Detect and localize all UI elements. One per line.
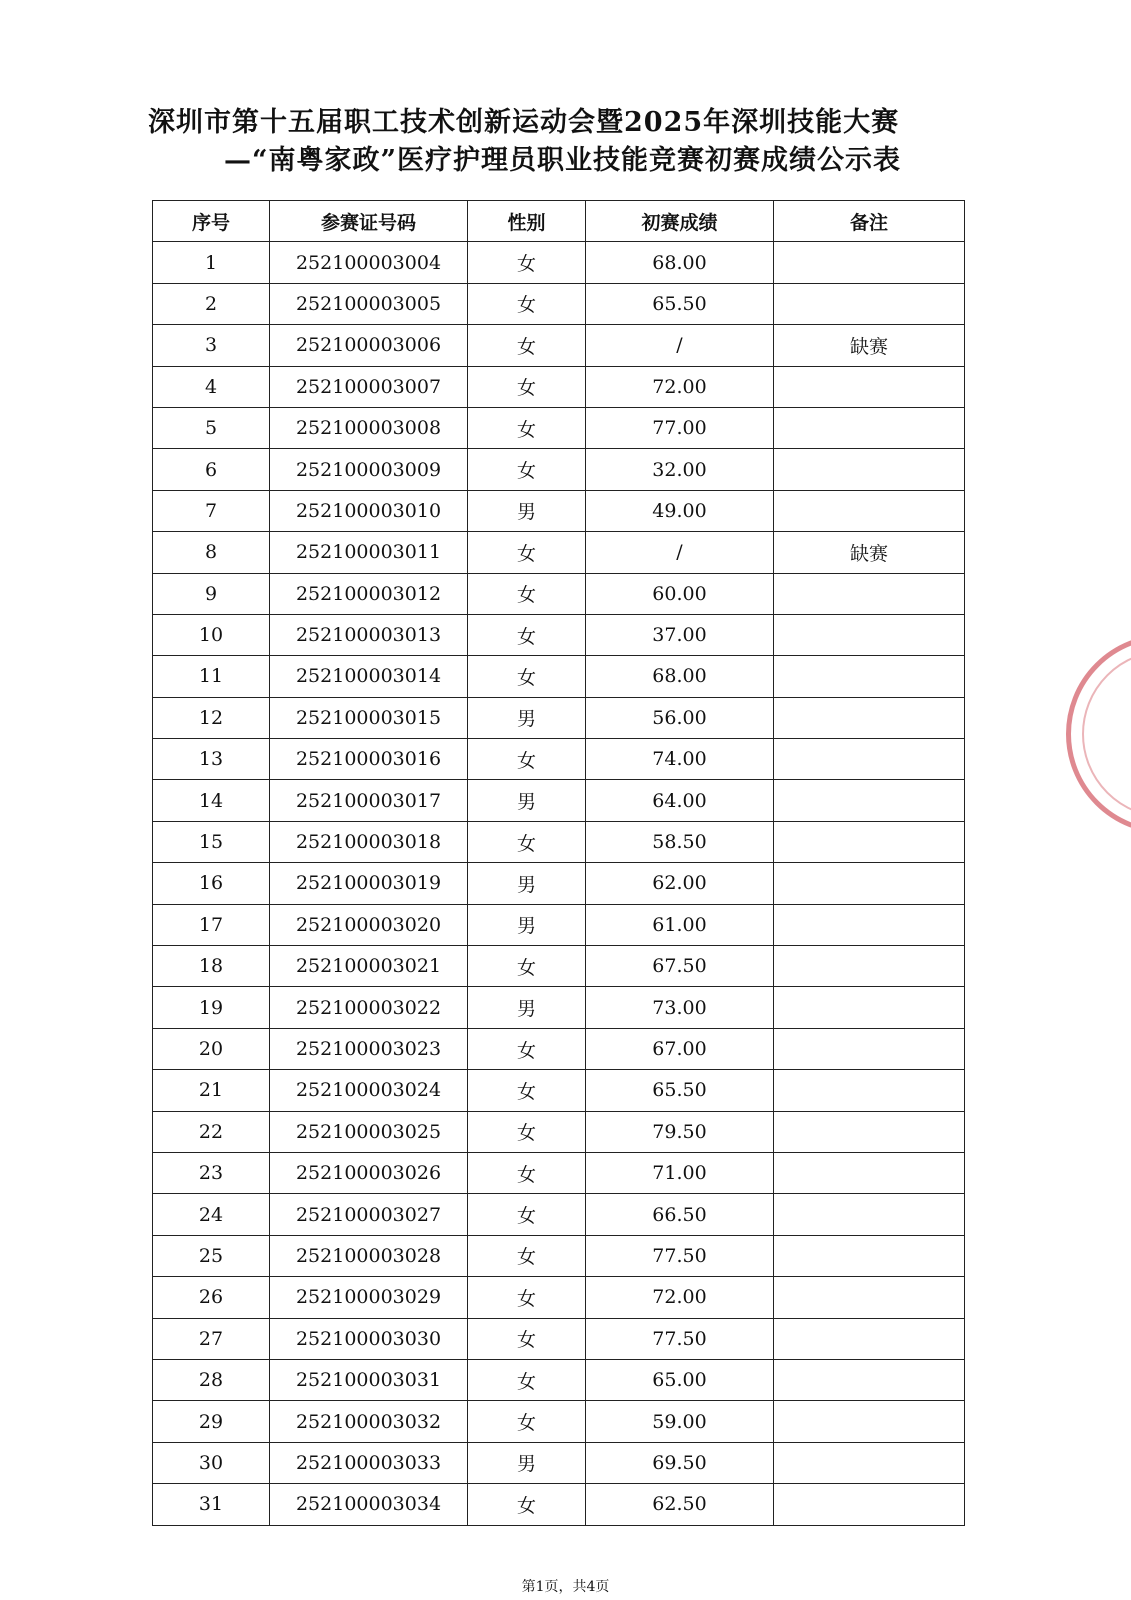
cell-score: 65.00 — [586, 1359, 774, 1400]
cell-score: 37.00 — [586, 614, 774, 655]
cell-remark — [774, 1359, 965, 1400]
cell-index: 1 — [153, 242, 270, 283]
header-preliminary-score: 初赛成绩 — [586, 201, 774, 242]
cell-remark — [774, 1235, 965, 1276]
table-row — [153, 573, 965, 614]
table-row — [153, 1028, 965, 1069]
cell-gender: 女 — [468, 449, 586, 490]
cell-remark — [774, 407, 965, 448]
cell-gender: 女 — [468, 1111, 586, 1152]
table-row — [153, 904, 965, 945]
cell-gender: 女 — [468, 532, 586, 573]
cell-gender: 男 — [468, 904, 586, 945]
cell-gender: 男 — [468, 697, 586, 738]
cell-entry-number: 252100003031 — [270, 1359, 468, 1400]
cell-gender: 男 — [468, 863, 586, 904]
table-body — [153, 242, 965, 1525]
cell-score: 66.50 — [586, 1194, 774, 1235]
cell-index: 27 — [153, 1318, 270, 1359]
table-row — [153, 1070, 965, 1111]
cell-gender: 男 — [468, 490, 586, 531]
cell-score: 77.00 — [586, 407, 774, 448]
cell-remark — [774, 573, 965, 614]
cell-gender: 男 — [468, 1442, 586, 1483]
cell-remark — [774, 1152, 965, 1193]
table-row — [153, 1111, 965, 1152]
cell-score: 61.00 — [586, 904, 774, 945]
table-row — [153, 407, 965, 448]
cell-score: 67.00 — [586, 1028, 774, 1069]
cell-score: 49.00 — [586, 490, 774, 531]
table-row — [153, 946, 965, 987]
cell-score: 62.50 — [586, 1484, 774, 1525]
cell-index: 15 — [153, 821, 270, 862]
cell-score: / — [586, 325, 774, 366]
cell-gender: 女 — [468, 325, 586, 366]
table-row — [153, 697, 965, 738]
table-row — [153, 1401, 965, 1442]
cell-index: 9 — [153, 573, 270, 614]
cell-gender: 女 — [468, 1070, 586, 1111]
cell-entry-number: 252100003024 — [270, 1070, 468, 1111]
cell-entry-number: 252100003032 — [270, 1401, 468, 1442]
cell-gender: 女 — [468, 739, 586, 780]
cell-remark — [774, 739, 965, 780]
cell-remark — [774, 242, 965, 283]
cell-remark: 缺赛 — [774, 532, 965, 573]
cell-index: 16 — [153, 863, 270, 904]
cell-remark — [774, 1070, 965, 1111]
cell-index: 17 — [153, 904, 270, 945]
cell-index: 18 — [153, 946, 270, 987]
cell-entry-number: 252100003008 — [270, 407, 468, 448]
table-row — [153, 283, 965, 324]
cell-gender: 女 — [468, 242, 586, 283]
cell-gender: 女 — [468, 656, 586, 697]
cell-remark — [774, 449, 965, 490]
cell-score: 65.50 — [586, 283, 774, 324]
cell-gender: 女 — [468, 283, 586, 324]
cell-remark — [774, 946, 965, 987]
cell-gender: 女 — [468, 1484, 586, 1525]
cell-entry-number: 252100003011 — [270, 532, 468, 573]
cell-gender: 女 — [468, 1194, 586, 1235]
cell-remark — [774, 1401, 965, 1442]
cell-entry-number: 252100003012 — [270, 573, 468, 614]
table-row — [153, 490, 965, 531]
cell-remark — [774, 283, 965, 324]
document-title-line2: —“南粤家政”医疗护理员职业技能竞赛初赛成绩公示表 — [224, 145, 902, 176]
table-row — [153, 242, 965, 283]
cell-remark — [774, 1484, 965, 1525]
cell-entry-number: 252100003004 — [270, 242, 468, 283]
cell-gender: 男 — [468, 780, 586, 821]
cell-remark — [774, 490, 965, 531]
cell-score: 74.00 — [586, 739, 774, 780]
cell-score: 72.00 — [586, 1277, 774, 1318]
cell-remark — [774, 1277, 965, 1318]
cell-remark — [774, 904, 965, 945]
cell-gender: 女 — [468, 1318, 586, 1359]
cell-score: 67.50 — [586, 946, 774, 987]
table-row — [153, 987, 965, 1028]
cell-index: 14 — [153, 780, 270, 821]
cell-index: 19 — [153, 987, 270, 1028]
cell-gender: 女 — [468, 1028, 586, 1069]
cell-score: 73.00 — [586, 987, 774, 1028]
cell-gender: 女 — [468, 821, 586, 862]
cell-index: 5 — [153, 407, 270, 448]
cell-entry-number: 252100003007 — [270, 366, 468, 407]
cell-index: 21 — [153, 1070, 270, 1111]
cell-remark — [774, 780, 965, 821]
header-gender: 性别 — [468, 201, 586, 242]
table-row — [153, 1359, 965, 1400]
cell-gender: 女 — [468, 1152, 586, 1193]
table-row — [153, 614, 965, 655]
table-row — [153, 366, 965, 407]
cell-remark — [774, 697, 965, 738]
cell-gender: 女 — [468, 573, 586, 614]
cell-entry-number: 252100003005 — [270, 283, 468, 324]
cell-index: 12 — [153, 697, 270, 738]
cell-index: 13 — [153, 739, 270, 780]
cell-score: 69.50 — [586, 1442, 774, 1483]
cell-entry-number: 252100003034 — [270, 1484, 468, 1525]
table-row — [153, 863, 965, 904]
table-row — [153, 780, 965, 821]
cell-remark — [774, 1442, 965, 1483]
cell-score: 32.00 — [586, 449, 774, 490]
cell-index: 25 — [153, 1235, 270, 1276]
table-row — [153, 821, 965, 862]
cell-score: 65.50 — [586, 1070, 774, 1111]
cell-entry-number: 252100003027 — [270, 1194, 468, 1235]
cell-score: 58.50 — [586, 821, 774, 862]
cell-score: 77.50 — [586, 1235, 774, 1276]
table-row — [153, 1442, 965, 1483]
cell-score: 56.00 — [586, 697, 774, 738]
cell-score: 60.00 — [586, 573, 774, 614]
cell-index: 28 — [153, 1359, 270, 1400]
cell-score: 64.00 — [586, 780, 774, 821]
table-row — [153, 325, 965, 366]
cell-entry-number: 252100003021 — [270, 946, 468, 987]
cell-index: 10 — [153, 614, 270, 655]
table-header-row — [153, 201, 965, 242]
cell-gender: 女 — [468, 1235, 586, 1276]
cell-index: 6 — [153, 449, 270, 490]
cell-entry-number: 252100003028 — [270, 1235, 468, 1276]
table-row — [153, 1194, 965, 1235]
cell-index: 20 — [153, 1028, 270, 1069]
cell-index: 4 — [153, 366, 270, 407]
cell-entry-number: 252100003010 — [270, 490, 468, 531]
header-remarks: 备注 — [774, 201, 965, 242]
cell-remark — [774, 821, 965, 862]
cell-index: 24 — [153, 1194, 270, 1235]
cell-remark — [774, 1111, 965, 1152]
cell-entry-number: 252100003009 — [270, 449, 468, 490]
cell-score: 77.50 — [586, 1318, 774, 1359]
table-row — [153, 1277, 965, 1318]
cell-entry-number: 252100003030 — [270, 1318, 468, 1359]
cell-remark — [774, 614, 965, 655]
cell-gender: 女 — [468, 614, 586, 655]
cell-score: 79.50 — [586, 1111, 774, 1152]
cell-entry-number: 252100003015 — [270, 697, 468, 738]
cell-index: 3 — [153, 325, 270, 366]
cell-gender: 女 — [468, 407, 586, 448]
cell-score: / — [586, 532, 774, 573]
cell-entry-number: 252100003006 — [270, 325, 468, 366]
table-row — [153, 1235, 965, 1276]
cell-gender: 男 — [468, 987, 586, 1028]
cell-gender: 女 — [468, 1277, 586, 1318]
cell-index: 30 — [153, 1442, 270, 1483]
table-row — [153, 1152, 965, 1193]
cell-entry-number: 252100003018 — [270, 821, 468, 862]
cell-entry-number: 252100003017 — [270, 780, 468, 821]
cell-entry-number: 252100003020 — [270, 904, 468, 945]
table-row — [153, 656, 965, 697]
cell-entry-number: 252100003014 — [270, 656, 468, 697]
cell-remark — [774, 656, 965, 697]
cell-entry-number: 252100003019 — [270, 863, 468, 904]
cell-index: 7 — [153, 490, 270, 531]
table-row — [153, 532, 965, 573]
header-index: 序号 — [153, 201, 270, 242]
header-entry-number: 参赛证号码 — [270, 201, 468, 242]
cell-remark — [774, 366, 965, 407]
cell-entry-number: 252100003023 — [270, 1028, 468, 1069]
cell-entry-number: 252100003022 — [270, 987, 468, 1028]
cell-index: 8 — [153, 532, 270, 573]
cell-index: 23 — [153, 1152, 270, 1193]
cell-index: 26 — [153, 1277, 270, 1318]
cell-remark: 缺赛 — [774, 325, 965, 366]
table-row — [153, 1318, 965, 1359]
cell-score: 68.00 — [586, 656, 774, 697]
table-row — [153, 449, 965, 490]
cell-entry-number: 252100003016 — [270, 739, 468, 780]
cell-gender: 女 — [468, 946, 586, 987]
table-row — [153, 739, 965, 780]
cell-index: 2 — [153, 283, 270, 324]
cell-entry-number: 252100003033 — [270, 1442, 468, 1483]
cell-remark — [774, 1194, 965, 1235]
cell-index: 31 — [153, 1484, 270, 1525]
cell-gender: 女 — [468, 366, 586, 407]
cell-score: 72.00 — [586, 366, 774, 407]
cell-remark — [774, 863, 965, 904]
cell-remark — [774, 1318, 965, 1359]
cell-entry-number: 252100003029 — [270, 1277, 468, 1318]
cell-entry-number: 252100003026 — [270, 1152, 468, 1193]
document-title-line1: 深圳市第十五届职工技术创新运动会暨2025年深圳技能大赛 — [148, 107, 900, 138]
table-row — [153, 1484, 965, 1525]
cell-remark — [774, 987, 965, 1028]
page-footer: 第1页，共4页 — [521, 1579, 610, 1595]
scores-table — [152, 200, 965, 1526]
cell-entry-number: 252100003013 — [270, 614, 468, 655]
cell-index: 29 — [153, 1401, 270, 1442]
cell-index: 22 — [153, 1111, 270, 1152]
cell-entry-number: 252100003025 — [270, 1111, 468, 1152]
cell-gender: 女 — [468, 1359, 586, 1400]
cell-gender: 女 — [468, 1401, 586, 1442]
cell-score: 71.00 — [586, 1152, 774, 1193]
cell-score: 59.00 — [586, 1401, 774, 1442]
cell-score: 68.00 — [586, 242, 774, 283]
cell-remark — [774, 1028, 965, 1069]
cell-score: 62.00 — [586, 863, 774, 904]
cell-index: 11 — [153, 656, 270, 697]
